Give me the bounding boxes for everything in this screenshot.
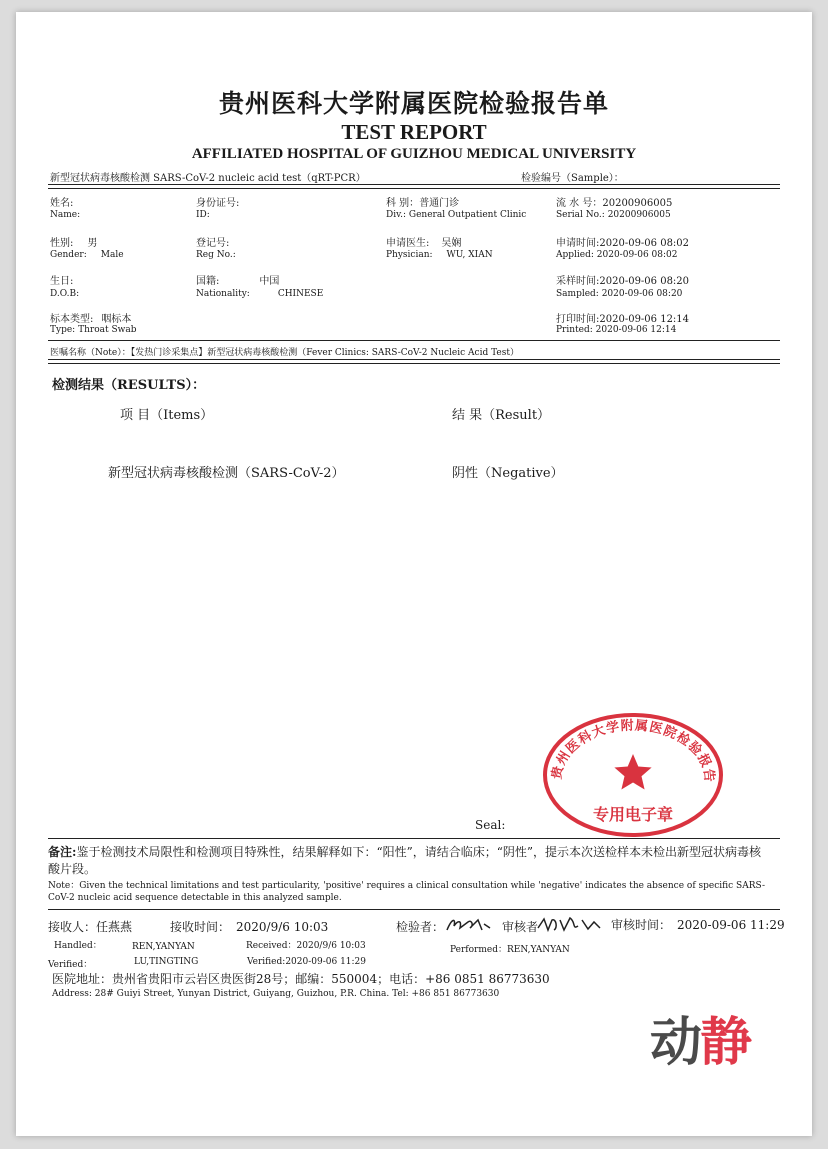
name-label-en: Name: (50, 210, 81, 220)
remarks-en: Note：Given the technical limitations and test particularity, 'positive' requires a clinical consultation while 'negative' indicates the absence of specific SARS-CoV-2 nucleic acid sequence detectable in this analyzed sample. (48, 881, 766, 903)
result-row-value: 阴性（Negative） (452, 466, 564, 481)
specimen-type-en: Type: Throat Swab (50, 325, 137, 335)
performed-en: Performed：REN,YANYAN (450, 945, 570, 955)
gender-cn: 性别: 男 (50, 238, 98, 249)
performed-cn: 检验者： (396, 920, 445, 934)
order-note: 医嘱名称（Note）：【发热门诊采集点】新型冠状病毒核酸检测（Fever Clinics: SARS-CoV-2 Nucleic Acid Test） (50, 348, 519, 358)
results-heading: 检测结果（RESULTS）： (52, 378, 206, 393)
division-label-en: Div.: General Outpatient Clinic (386, 210, 527, 220)
sampled-time-en: Sampled: 2020-09-06 08:20 (556, 289, 683, 299)
seal-star (614, 754, 651, 790)
applied-time-en: Applied: 2020-09-06 08:02 (556, 250, 678, 260)
applied-time-cn: 申请时间:2020-09-06 08:02 (556, 238, 690, 249)
nationality-cn: 国籍: 中国 (196, 276, 280, 287)
reg-label-cn: 登记号: (196, 238, 230, 249)
remarks-cn: 备注:鉴于检测技术局限性和检测项目特殊性，结果解释如下：“阳性”，请结合临床；“阴性”，提示本次送检样本未检出新型冠状病毒核酸片段。 (48, 845, 761, 876)
divider (48, 184, 780, 185)
sampled-time-cn: 采样时间:2020-09-06 08:20 (556, 276, 690, 287)
name-label-cn: 姓名: (50, 198, 74, 209)
review-time-cn: 审核时间： 2020-09-06 11:29 (611, 918, 785, 932)
reviewer-label-cn: 审核者 (502, 920, 539, 934)
dob-label-cn: 生日: (50, 276, 74, 287)
received-en: Received：2020/9/6 10:03 (246, 941, 366, 951)
printed-time-cn: 打印时间:2020-09-06 12:14 (556, 314, 690, 325)
report-paper (16, 12, 812, 1136)
handled-en: Handled： (54, 941, 102, 951)
gender-en: Gender: Male (50, 250, 124, 260)
reviewer-signature (536, 914, 604, 936)
hospital-name-en: AFFILIATED HOSPITAL OF GUIZHOU MEDICAL UNIVERSITY (191, 146, 637, 162)
divider (48, 340, 780, 341)
serial-number-cn: 流 水 号：20200906005 (556, 198, 673, 209)
watermark-logo: 动静 (650, 1013, 751, 1073)
divider (48, 909, 780, 910)
verified-time-en: Verified:2020-09-06 11:29 (247, 957, 367, 967)
seal-center-text: 专用电子章 (592, 805, 674, 824)
id-label-en: ID: (196, 210, 210, 220)
result-row-item: 新型冠状病毒核酸检测（SARS-CoV-2） (108, 466, 345, 481)
electronic-seal (540, 710, 726, 840)
result-column-header: 结 果（Result） (452, 408, 551, 423)
physician-en: Physician: WU, XIAN (386, 250, 493, 260)
physician-cn: 申请医生: 吴娴 (386, 238, 462, 249)
seal-arc-text: 贵州医科大学附属医院检验报告 (549, 718, 717, 784)
verified-en: Verified： (48, 960, 93, 970)
test-name: 新型冠状病毒核酸检测 SARS-CoV-2 nucleic acid test（qRT-PCR） (50, 173, 366, 184)
divider (48, 838, 780, 839)
specimen-type-cn: 标本类型: 咽标本 (50, 314, 132, 325)
sample-number-label: 检验编号（Sample）： (521, 173, 624, 184)
items-column-header: 项 目（Items） (120, 408, 214, 423)
performer-signature (444, 914, 494, 936)
seal-label: Seal: (475, 818, 506, 832)
divider (48, 363, 780, 364)
reg-label-en: Reg No.: (196, 250, 236, 260)
handled-value-en: REN,YANYAN (132, 942, 195, 952)
handled-cn: 接收人：任燕燕 (48, 920, 133, 934)
report-title-cn: 贵州医科大学附属医院检验报告单 (218, 89, 609, 118)
verified-value-en: LU,TINGTING (134, 957, 199, 967)
address-en: Address: 28# Guiyi Street, Yunyan District, Guiyang, Guizhou, P.R. China. Tel: +86 851 86773630 (52, 989, 500, 999)
dob-label-en: D.O.B: (50, 289, 80, 299)
division-label-cn: 科 别：普通门诊 (386, 198, 460, 209)
nationality-en: Nationality: CHINESE (196, 289, 324, 299)
divider (48, 188, 780, 189)
printed-time-en: Printed: 2020-09-06 12:14 (556, 325, 677, 335)
id-label-cn: 身份证号: (196, 198, 240, 209)
report-title-en: TEST REPORT (341, 120, 487, 144)
divider (48, 359, 780, 360)
serial-number-en: Serial No.: 20200906005 (556, 210, 671, 220)
address-cn: 医院地址：贵州省贵阳市云岩区贵医街28号；邮编：550004；电话：+86 0851 86773630 (52, 972, 550, 986)
received-cn: 接收时间： 2020/9/6 10:03 (170, 920, 329, 934)
